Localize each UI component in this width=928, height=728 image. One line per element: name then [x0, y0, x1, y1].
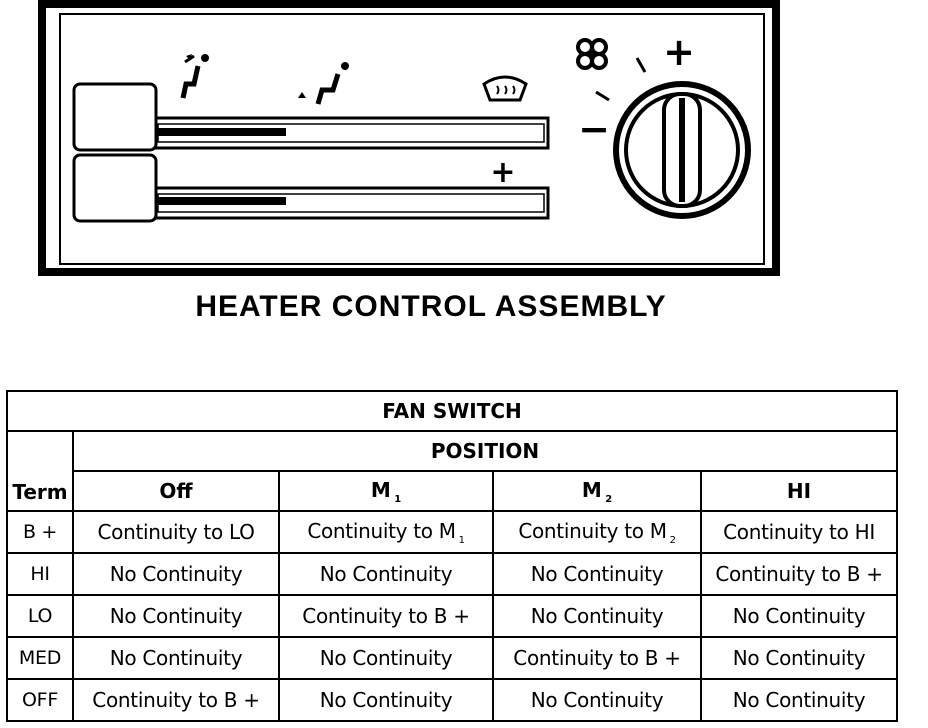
term-cell: HI [7, 553, 73, 595]
table-cell: No Continuity [73, 553, 279, 595]
table-row [7, 679, 897, 721]
fan-switch-table [6, 390, 898, 722]
table-cell: Continuity to B + [701, 553, 897, 595]
term-cell: MED [7, 637, 73, 679]
table-cell: No Continuity [73, 595, 279, 637]
table-cell: No Continuity [493, 595, 701, 637]
table-body [7, 511, 897, 721]
table-title: FAN SWITCH [7, 391, 897, 431]
heater-control-diagram [0, 0, 928, 290]
table-cell: No Continuity [493, 553, 701, 595]
table-cell: Continuity to B + [493, 637, 701, 679]
table-row [7, 511, 897, 553]
table-cell: No Continuity [73, 637, 279, 679]
table-cell: Continuity to HI [701, 511, 897, 553]
table-cell: No Continuity [279, 637, 493, 679]
table-cell: No Continuity [279, 553, 493, 595]
table-cell: Continuity to B + [73, 679, 279, 721]
table-cell: Continuity to B + [279, 595, 493, 637]
table-cell: No Continuity [701, 637, 897, 679]
fan-icon [578, 40, 606, 68]
column-header-0: Off [73, 471, 279, 511]
upper-slider-knob [74, 84, 156, 150]
column-header-1: M $_1$ [279, 471, 493, 511]
lower-slider-knob [74, 155, 156, 221]
table-cell: Continuity to M $_2$ [493, 511, 701, 553]
term-header: Term [7, 431, 73, 511]
position-header: POSITION [73, 431, 897, 471]
column-header-row [7, 471, 897, 511]
table-cell: No Continuity [279, 679, 493, 721]
table-row [7, 553, 897, 595]
term-cell: B + [7, 511, 73, 553]
heater-control-panel-drawing [0, 0, 928, 290]
plus-top-label: + [663, 30, 695, 74]
table-cell: No Continuity [493, 679, 701, 721]
column-header-2: M $_2$ [493, 471, 701, 511]
defrost-icon [484, 77, 526, 100]
column-header-3: HI [701, 471, 897, 511]
table-row [7, 637, 897, 679]
table-cell: Continuity to M $_1$ [279, 511, 493, 553]
term-cell: OFF [7, 679, 73, 721]
term-cell: LO [7, 595, 73, 637]
fan-speed-knob[interactable] [616, 84, 748, 216]
table-cell: No Continuity [701, 679, 897, 721]
table-cell: No Continuity [701, 595, 897, 637]
table-row [7, 595, 897, 637]
diagram-caption: HEATER CONTROL ASSEMBLY [195, 290, 667, 323]
plus-mid-label: + [490, 155, 516, 190]
table-cell: Continuity to LO [73, 511, 279, 553]
minus-left-label: − [578, 107, 610, 151]
